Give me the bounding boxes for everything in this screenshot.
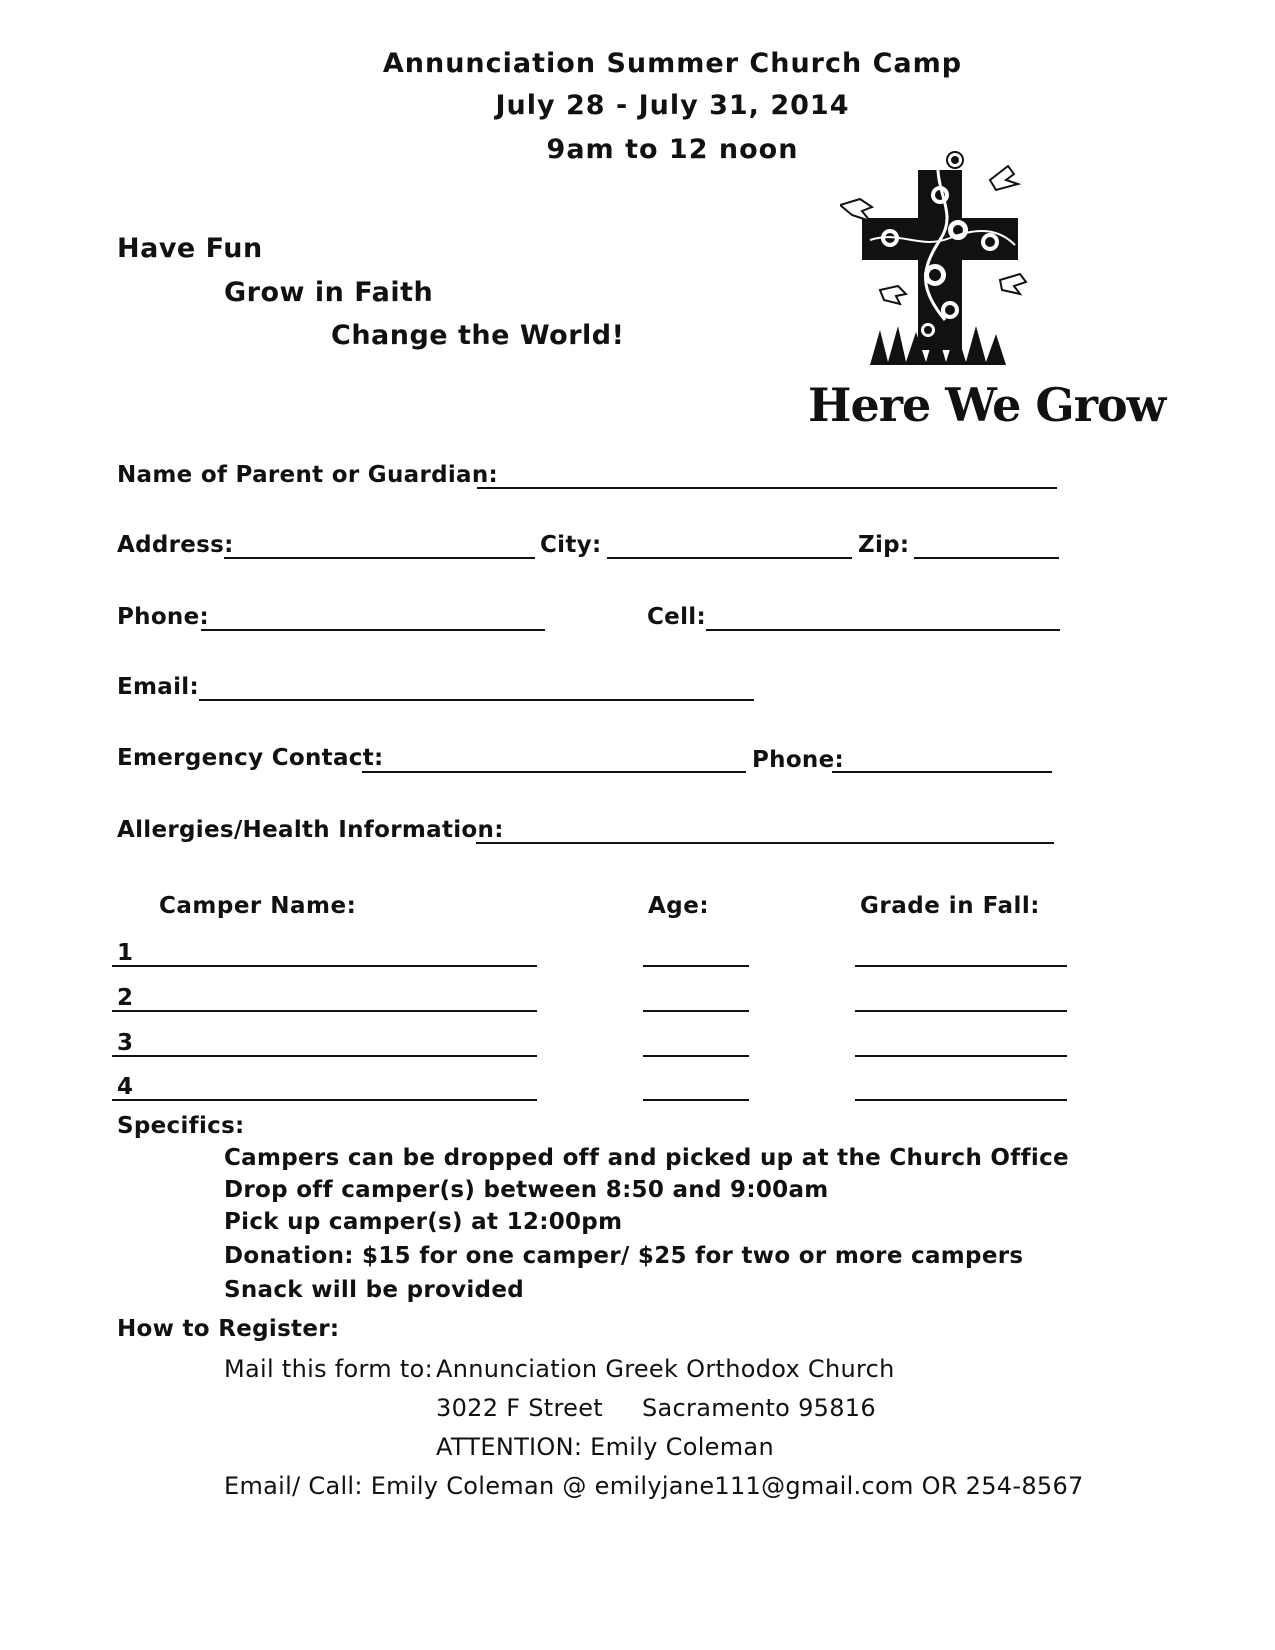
camper-name-header: Camper Name: (159, 893, 357, 919)
camp-title: Annunciation Summer Church Camp (382, 48, 963, 79)
cell-field[interactable] (706, 629, 1060, 631)
allergies-field[interactable] (476, 842, 1054, 844)
phone-label: Phone: (117, 604, 210, 630)
camp-time: 9am to 12 noon (546, 134, 799, 165)
camper-4-name-field[interactable] (112, 1099, 537, 1101)
church-name: Annunciation Greek Orthodox Church (436, 1355, 895, 1383)
emergency-phone-field[interactable] (832, 771, 1052, 773)
camper-3-grade-field[interactable] (855, 1055, 1067, 1057)
parent-name-label: Name of Parent or Guardian: (117, 462, 499, 488)
grade-header: Grade in Fall: (860, 893, 1040, 919)
camper-1-name-field[interactable] (112, 965, 537, 967)
specifics-heading: Specifics: (117, 1113, 245, 1139)
address-label: Address: (117, 532, 234, 558)
camper-1-grade-field[interactable] (855, 965, 1067, 967)
camper-row-number: 1 (117, 940, 134, 966)
camper-3-age-field[interactable] (643, 1055, 749, 1057)
logo-text: Here We Grow (808, 378, 1166, 432)
camper-2-age-field[interactable] (643, 1010, 749, 1012)
specifics-item: Campers can be dropped off and picked up at the Church Office (224, 1145, 1069, 1171)
specifics-item: Snack will be provided (224, 1277, 524, 1303)
contact-line: Email/ Call: Emily Coleman @ emilyjane111@gmail.com OR 254-8567 (224, 1472, 1084, 1500)
camper-3-name-field[interactable] (112, 1055, 537, 1057)
camper-row-number: 4 (117, 1074, 134, 1100)
zip-field[interactable] (914, 557, 1059, 559)
attention-line: ATTENTION: Emily Coleman (436, 1433, 774, 1461)
city-zip: Sacramento 95816 (642, 1394, 876, 1422)
emergency-phone-label: Phone: (752, 747, 845, 773)
street-address: 3022 F Street (436, 1394, 603, 1422)
camper-4-grade-field[interactable] (855, 1099, 1067, 1101)
tagline-change-the-world: Change the World! (331, 320, 625, 351)
specifics-item: Pick up camper(s) at 12:00pm (224, 1209, 623, 1235)
camper-row-number: 3 (117, 1030, 134, 1056)
emergency-contact-field[interactable] (362, 771, 746, 773)
email-label: Email: (117, 674, 199, 700)
camper-4-age-field[interactable] (643, 1099, 749, 1101)
emergency-contact-label: Emergency Contact: (117, 745, 384, 771)
camper-2-name-field[interactable] (112, 1010, 537, 1012)
allergies-label: Allergies/Health Information: (117, 817, 504, 843)
camper-1-age-field[interactable] (643, 965, 749, 967)
email-field[interactable] (199, 699, 754, 701)
camper-row-number: 2 (117, 985, 134, 1011)
zip-label: Zip: (858, 532, 910, 558)
camper-2-grade-field[interactable] (855, 1010, 1067, 1012)
tagline-have-fun: Have Fun (117, 233, 263, 264)
camp-dates: July 28 - July 31, 2014 (495, 90, 850, 121)
tagline-grow-in-faith: Grow in Faith (224, 277, 434, 308)
specifics-item: Drop off camper(s) between 8:50 and 9:00am (224, 1177, 829, 1203)
phone-field[interactable] (201, 629, 545, 631)
parent-name-field[interactable] (477, 487, 1057, 489)
city-field[interactable] (607, 557, 852, 559)
city-label: City: (540, 532, 602, 558)
register-heading: How to Register: (117, 1316, 340, 1342)
mail-prefix: Mail this form to: (224, 1355, 433, 1383)
age-header: Age: (648, 893, 710, 919)
specifics-item: Donation: $15 for one camper/ $25 for two or more campers (224, 1243, 1024, 1269)
address-field[interactable] (224, 557, 535, 559)
cell-label: Cell: (647, 604, 706, 630)
flowered-cross-icon (840, 150, 1050, 385)
